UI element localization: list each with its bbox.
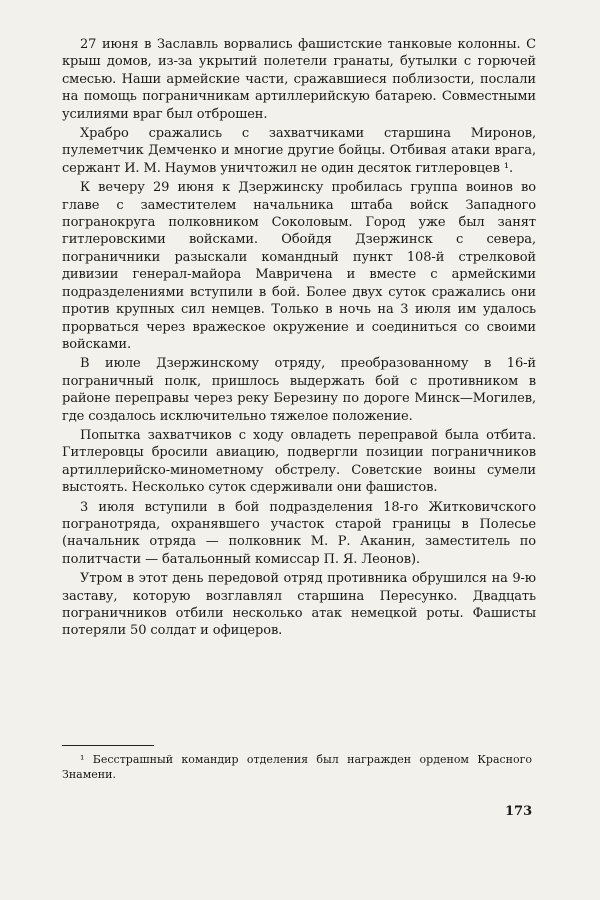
paragraph-1: 27 июня в Заславль ворвались фашистские танковые колонны. С крыш домов, из-за укрытий полетели гранаты, бутылки с горючей смесью. Наши армейские части, сражавшиеся поблизости, послали на помощь пограничникам артиллерийскую батарею. Совместными усилиями враг был отброшен. bbox=[62, 37, 536, 122]
paragraph-7: Утром в этот день передовой отряд противника обрушился на 9-ю заставу, которую возглавлял старшина Пересунко. Двадцать пограничников отбили несколько атак немецкой роты. Фашисты потеряли 50 солдат и офицеров. bbox=[62, 571, 536, 639]
paragraph-2: Храбро сражались с захватчиками старшина Миронов, пулеметчик Демченко и многие другие бойцы. Отбивая атаки врага, сержант И. М. Наумов уничтожил не один десяток гитлеровцев ¹. bbox=[62, 126, 536, 176]
footnote-divider bbox=[62, 745, 154, 746]
paragraph-3: К вечеру 29 июня к Дзержинску пробилась группа воинов во главе с заместителем начальника штаба войск Западного погранокруга полковником Соколовым. Город уже был занят гитлеровскими войсками. Обойдя Дзержинск с севера, пограничники разыскали командный пункт 108-й стрелковой дивизии генерал-майора Мавричена и вместе с армейскими подразделениями вступили в бой. Более двух суток сражались они против крупных сил немцев. Только в ночь на 3 июля им удалось прорваться через вражеское окружение и соединиться со своими войсками. bbox=[62, 180, 536, 352]
paragraph-5: Попытка захватчиков с ходу овладеть переправой была отбита. Гитлеровцы бросили авиацию, подвергли позиции пограничников артиллерийско-минометному обстрелу. Советские воины сумели выстоять. Несколько суток сдерживали они фашистов. bbox=[62, 427, 536, 496]
page-body bbox=[62, 36, 536, 642]
page-number: 173 bbox=[505, 804, 533, 819]
footnote: ¹ Бесстрашный командир отделения был награжден орденом Красного Знамени. bbox=[62, 753, 532, 781]
paragraph-6: 3 июля вступили в бой подразделения 18-го Житковичского погранотряда, охранявшего участок старой границы в Полесье (начальник отряда — полковник М. Р. Аканин, заместитель по политчасти — батальонный комиссар П. Я. Леонов). bbox=[62, 499, 536, 567]
paragraph-4: В июле Дзержинскому отряду, преобразованному в 16-й пограничный полк, пришлось выдержать бой с противником в районе переправы через реку Березину по дороге Минск—Могилев, где создалось исключительно тяжелое положение. bbox=[62, 356, 536, 424]
